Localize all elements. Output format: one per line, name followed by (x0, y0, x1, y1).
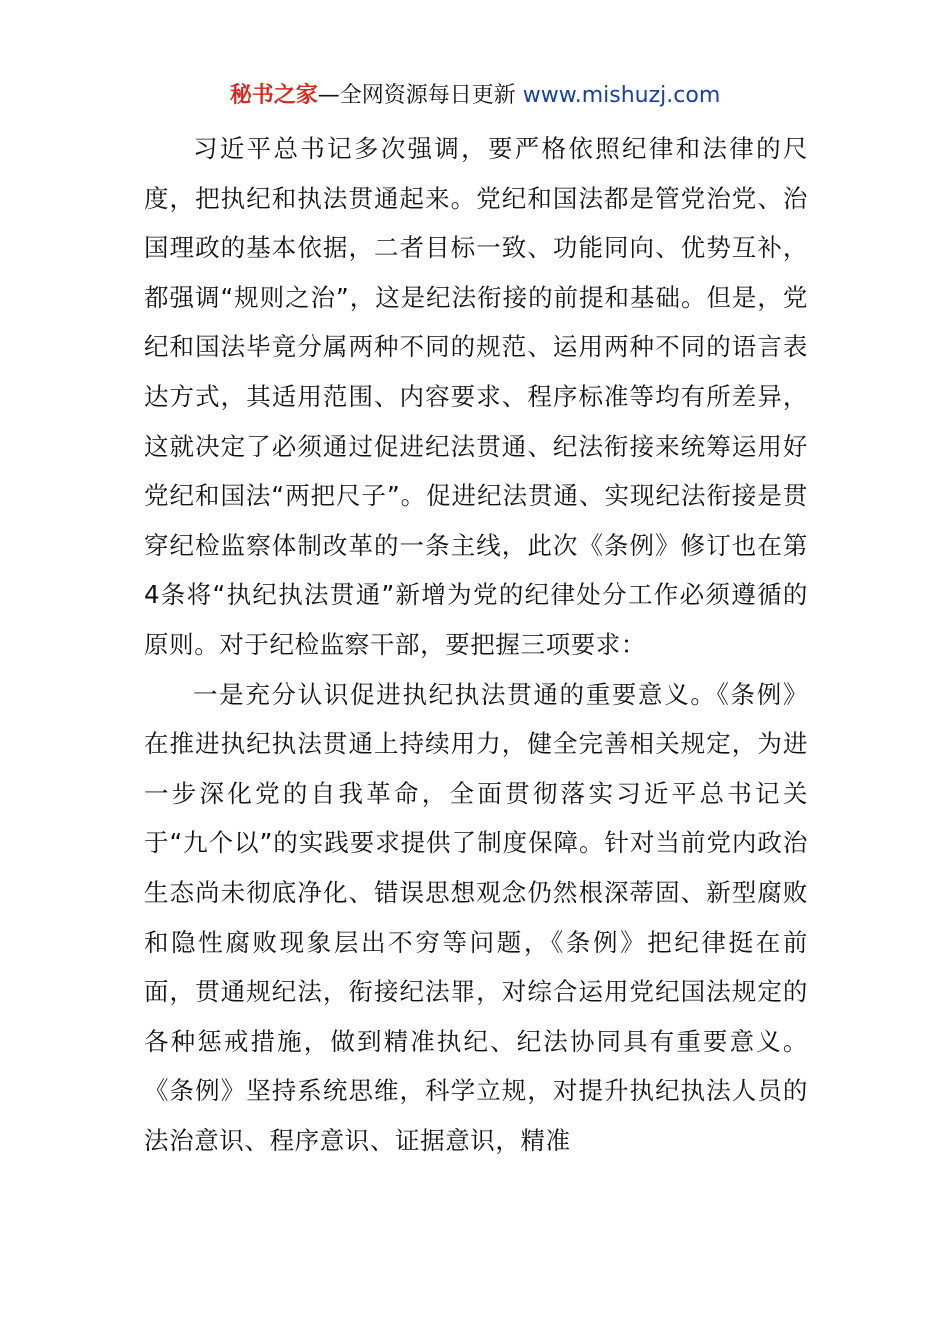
page-header (0, 80, 950, 112)
brand-name: 秘书之家 (229, 83, 318, 108)
paragraph-1: 习近平总书记多次强调，要严格依照纪律和法律的尺度，把执纪和执法贯通起来。党纪和国法都是管党治党、治国理政的基本依据，二者目标一致、功能同向、优势互补，都强调“规则之治”，这是纪法衔接的前提和基础。但是，党纪和国法毕竟分属两种不同的规范、运用两种不同的语言表达方式，其适用范围、内容要求、程序标准等均有所差异，这就决定了必须通过促进纪法贯通、纪法衔接来统筹运用好党纪和国法“两把尺子”。促进纪法贯通、实现纪法衔接是贯穿纪检监察体制改革的一条主线，此次《条例》修订也在第4条将“执纪执法贯通”新增为党的纪律处分工作必须遵循的原则。对于纪检监察干部，要把握三项要求： (144, 134, 808, 659)
site-url-link[interactable]: www.mishuzj.com (522, 83, 721, 108)
header-tagline: —全网资源每日更新 (317, 83, 516, 108)
paragraph-2: 一是充分认识促进执纪执法贯通的重要意义。《条例》在推进执纪执法贯通上持续用力，健全完善相关规定，为进一步深化党的自我革命，全面贯彻落实习近平总书记关于“九个以”的实践要求提供了制度保障。针对当前党内政治生态尚未彻底净化、错误思想观念仍然根深蒂固、新型腐败和隐性腐败现象层出不穷等问题，《条例》把纪律挺在前面，贯通规纪法，衔接纪法罪，对综合运用党纪国法规定的各种惩戒措施，做到精准执纪、纪法协同具有重要意义。《条例》坚持系统思维，科学立规，对提升执纪执法人员的法治意识、程序意识、证据意识，精准 (144, 679, 808, 1155)
document-body (144, 124, 808, 1165)
